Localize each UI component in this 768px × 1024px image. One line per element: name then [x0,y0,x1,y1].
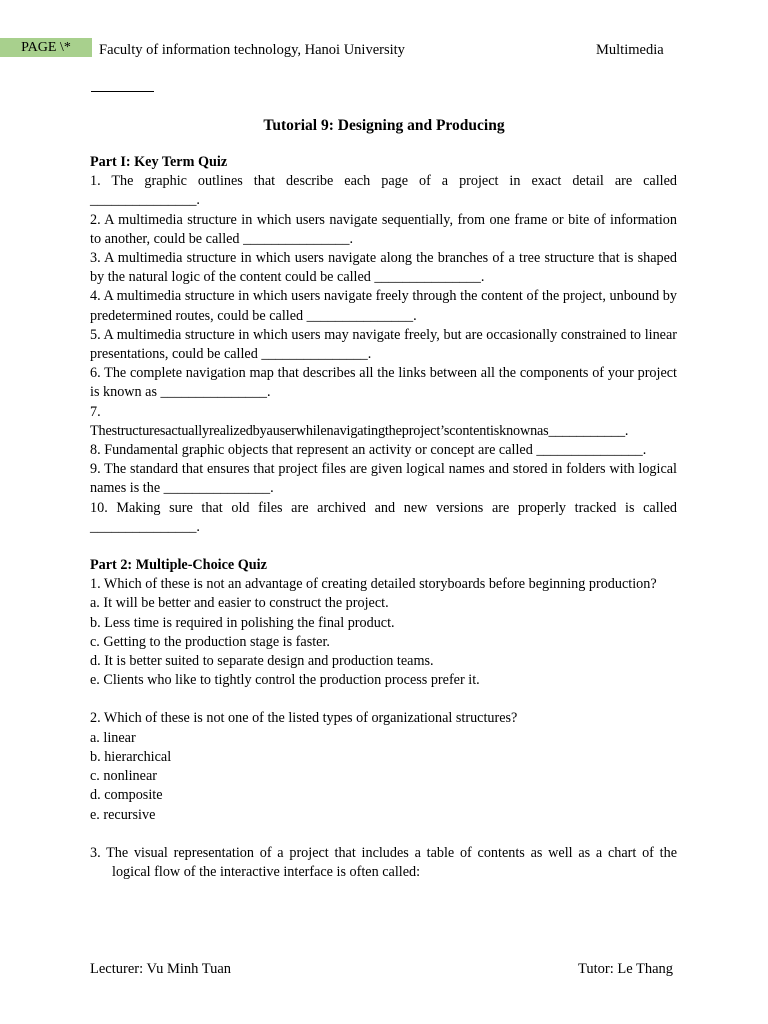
question-7-text: Thestructuresactuallyrealizedbyauserwhilenavigatingtheproject’scontentisknownas___________. [90,422,629,439]
mcq-2-option-a: a. linear [90,729,136,746]
document-title: Tutorial 9: Designing and Producing [263,117,505,134]
mcq-1-option-d: d. It is better suited to separate design and production teams. [90,653,434,670]
mcq-2-option-b: b. hierarchical [90,748,172,765]
document-body [90,153,677,882]
mcq-1: 1. Which of these is not an advantage of creating detailed storyboards before beginning production? [90,576,657,593]
header-rule [91,91,154,92]
part2-heading: Part 2: Multiple-Choice Quiz [90,557,267,574]
question-8: 8. Fundamental graphic objects that represent an activity or concept are called _______________. [90,442,647,459]
part1-heading: Part I: Key Term Quiz [90,154,228,170]
header-course: Multimedia [596,42,664,58]
mcq-1-option-c: c. Getting to the production stage is faster. [90,633,330,650]
question-5: 5. A multimedia structure in which users may navigate freely, but are occasionally constrained to linear presentations, could be called _______________. [90,326,677,363]
spacer [90,537,677,556]
spacer [90,690,677,709]
header-faculty: Faculty of information technology, Hanoi University [99,42,405,58]
question-9: 9. The standard that ensures that project files are given logical names and stored in folders with logical names is the _______________. [90,461,677,497]
footer-lecturer: Lecturer: Vu Minh Tuan [90,961,232,977]
footer-tutor: Tutor: Le Thang [578,961,674,977]
mcq-3: 3. The visual representation of a project that includes a table of contents as well as a chart of the logical flow of the interactive interface is often called: [90,844,677,880]
mcq-1-option-e: e. Clients who like to tightly control the production process prefer it. [90,672,480,689]
question-7-number: 7. [90,403,101,420]
question-10: 10. Making sure that old files are archived and new versions are properly tracked is called _______________. [90,499,677,535]
mcq-2-option-c: c. nonlinear [90,768,157,785]
question-1: 1. The graphic outlines that describe each page of a project in exact detail are called _______________. [90,173,677,209]
question-6: 6. The complete navigation map that describes all the links between all the components of your project is known as _______________. [90,365,677,401]
mcq-1-option-a: a. It will be better and easier to construct the project. [90,595,389,612]
question-3: 3. A multimedia structure in which users navigate along the branches of a tree structure that is shaped by the natural logic of the content could be called _______________. [90,250,677,286]
mcq-2: 2. Which of these is not one of the listed types of organizational structures? [90,710,518,727]
mcq-2-option-e: e. recursive [90,806,156,823]
question-2: 2. A multimedia structure in which users navigate sequentially, from one frame or bite of information to another, could be called _______________. [90,211,677,247]
spacer [90,825,677,844]
mcq-2-option-d: d. composite [90,787,163,804]
mcq-1-option-b: b. Less time is required in polishing the final product. [90,614,395,631]
question-4: 4. A multimedia structure in which users navigate freely through the content of the project, unbound by predetermined routes, could be called _______________. [90,288,677,324]
page-field-tag: PAGE \* [0,38,92,57]
